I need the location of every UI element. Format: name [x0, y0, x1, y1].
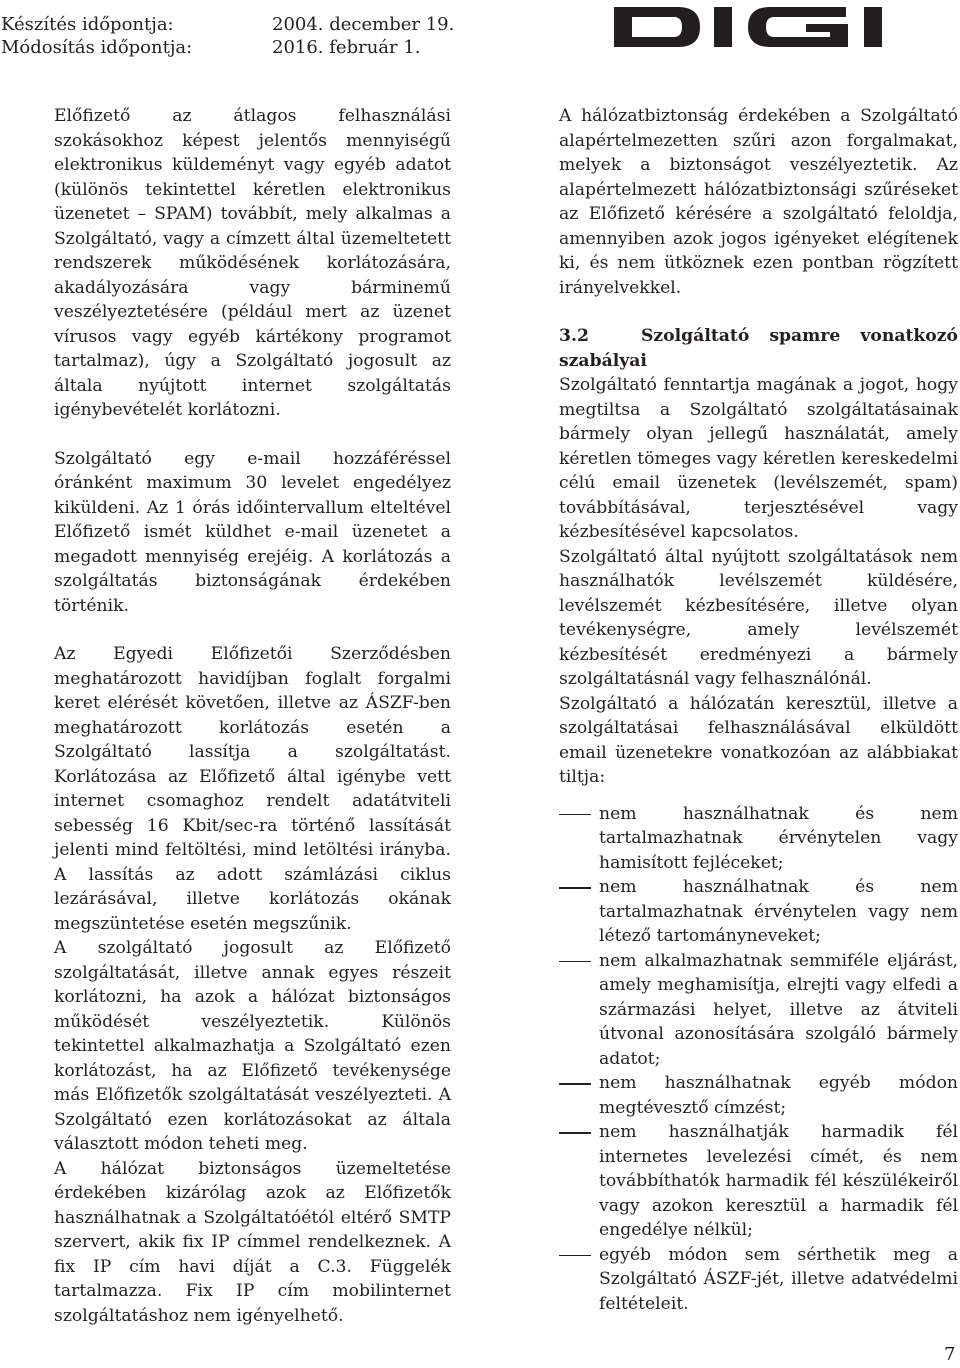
list-item: nem használhatnak és nem tartalmazhatnak érvénytelen vagy nem létező tartományneveket;: [559, 875, 958, 949]
paragraph-prohibited-intro: Szolgáltató a hálózatán keresztül, illetve a szolgáltatásai felhasználásával elküldött email üzenetekre vonatkozóan az alábbiakat tiltja:: [559, 693, 958, 787]
left-column: [54, 104, 451, 1328]
modified-label: Módosítás időpontja:: [1, 37, 193, 58]
paragraph-spam-services: Szolgáltató által nyújtott szolgáltatások nem használhatók levélszemét küldésére, levélszemét kézbesítésére, illetve olyan tevékenységre, amely levélszemét kézbesítését eredményezi a bármely szolgáltatásnál vagy felhasználónál.: [559, 546, 958, 689]
modified-value: 2016. február 1.: [272, 37, 421, 58]
created-date-row: [1, 14, 454, 36]
digi-logo: [610, 2, 960, 52]
paragraph-data-cap: Az Egyedi Előfizetői Szerződésben meghatározott havidíjban foglalt forgalmi keret elérését követően, illetve az ÁSZF-ben meghatározott korlátozás esetén a Szolgáltató lassítja a szolgáltatást. Korlátozása az Előfizető által igénybe vett internet csomaghoz rendelt adatátviteli sebesség 16 Kbit/sec-ra történő lassítását jelenti mind feltöltési, mind letöltési irányba. A lassítás az adott számlázási ciklus lezárásával, illetve korlátozás okának megszüntetése esetén megszűnik.: [54, 644, 451, 934]
dash-bullet-icon: [559, 1255, 591, 1257]
list-item: egyéb módon sem sérthetik meg a Szolgáltató ÁSZF-jét, illetve adatvédelmi feltételeit.: [559, 1243, 958, 1317]
paragraph-network-security: A szolgáltató jogosult az Előfizető szolgáltatását, illetve annak egyes részeit korlátozni, ha azok a hálózat biztonságos működését veszélyeztetik. Különös tekintettel alkalmazhatja a Szolgáltató ezen korlátozást, ha az Előfizető tevékenysége más Előfizetők szolgáltatását veszélyezteti. A Szolgáltató ezen korlátozásokat az általa választott módon teheti meg.: [54, 938, 451, 1154]
page-number: 7: [944, 1344, 956, 1365]
dash-bullet-icon: [559, 1083, 591, 1085]
dash-bullet-icon: [559, 814, 591, 816]
list-item: nem használhatják harmadik fél internetes levelezési címét, és nem továbbíthatók harmadik fél készülékeiről vagy azokon keresztül a harmadik fél engedélye nélkül;: [559, 1120, 958, 1243]
dash-bullet-icon: [559, 961, 591, 963]
modified-date-row: [1, 37, 421, 59]
dash-bullet-icon: [559, 1132, 591, 1134]
list-item: nem alkalmazhatnak semmiféle eljárást, amely meghamisítja, elrejti vagy elfedi a származási helyet, illetve az átviteli útvonal azonosítására szolgáló bármely adatot;: [559, 949, 958, 1072]
paragraph-default-filtering: A hálózatbiztonság érdekében a Szolgáltató alapértelmezetten szűri azon forgalmakat, melyek a biztonságot veszélyeztetik. Az alapértelmezett hálózatbiztonsági szűréseket az Előfizető kérésére a szolgáltató feloldja, amennyiben azok jogos igényeket elégítenek ki, és nem ütköznek ezen pontban rögzített irányelvekkel.: [559, 106, 958, 298]
created-label: Készítés időpontja:: [1, 14, 174, 35]
paragraph-email-limit: Szolgáltató egy e-mail hozzáféréssel óránként maximum 30 levelet engedélyez kiküldeni. Az 1 órás időintervallum elteltével Előfizető ismét küldhet e-mail üzenetet a megadott mennyiség erejéig. A korlátozás a szolgáltatás biztonságának érdekében történik.: [54, 448, 451, 616]
section-title-continued: szabályai: [559, 350, 647, 371]
section-number: 3.2: [559, 326, 589, 346]
dash-bullet-icon: [559, 887, 591, 889]
paragraph-high-volume: Előfizető az átlagos felhasználási szokásokhoz képest jelentős mennyiségű elektronikus küldeményt vagy egyéb adatot (különös tekintettel kéretlen elektronikus üzenetet – SPAM) továbbít, mely alkalmas a Szolgáltató, vagy a címzett által üzemeltetett rendszerek működésének korlátozására, akadályozására vagy bárminemű veszélyeztetésére (például mert az üzenet vírusos vagy egyéb kártékony programot tartalmaz), úgy a Szolgáltató jogosult az általa nyújtott internet szolgáltatás igénybevételét korlátozni.: [54, 106, 451, 420]
list-item: nem használhatnak és nem tartalmazhatnak érvénytelen vagy hamisított fejléceket;: [559, 802, 958, 876]
section-heading: [559, 324, 958, 349]
page-header: [0, 0, 960, 60]
paragraph-spam-rights: Szolgáltató fenntartja magának a jogot, hogy megtiltsa a Szolgáltató szolgáltatásainak bármely olyan jellegű használatát, amely kéretlen tömeges vagy kéretlen kereskedelmi célú email üzenetek (levélszemét, spam) továbbításával, terjesztésével vagy kézbesítésével kapcsolatos.: [559, 375, 958, 542]
created-value: 2004. december 19.: [272, 14, 455, 35]
section-title: Szolgáltató spamre vonatkozó: [641, 326, 958, 346]
paragraph-smtp: A hálózat biztonságos üzemeltetése érdekében kizárólag azok az Előfizetők használhatnak a Szolgáltatóétól eltérő SMTP szervert, akik fix IP címmel rendelkeznek. A fix IP cím havi díját a C.3. Függelék tartalmazza. Fix IP cím mobilinternet szolgáltatáshoz nem igényelhető.: [54, 1158, 451, 1326]
list-item: nem használhatnak egyéb módon megtévesztő címzést;: [559, 1071, 958, 1120]
prohibited-list: [559, 802, 958, 1317]
right-column: [559, 104, 958, 1316]
